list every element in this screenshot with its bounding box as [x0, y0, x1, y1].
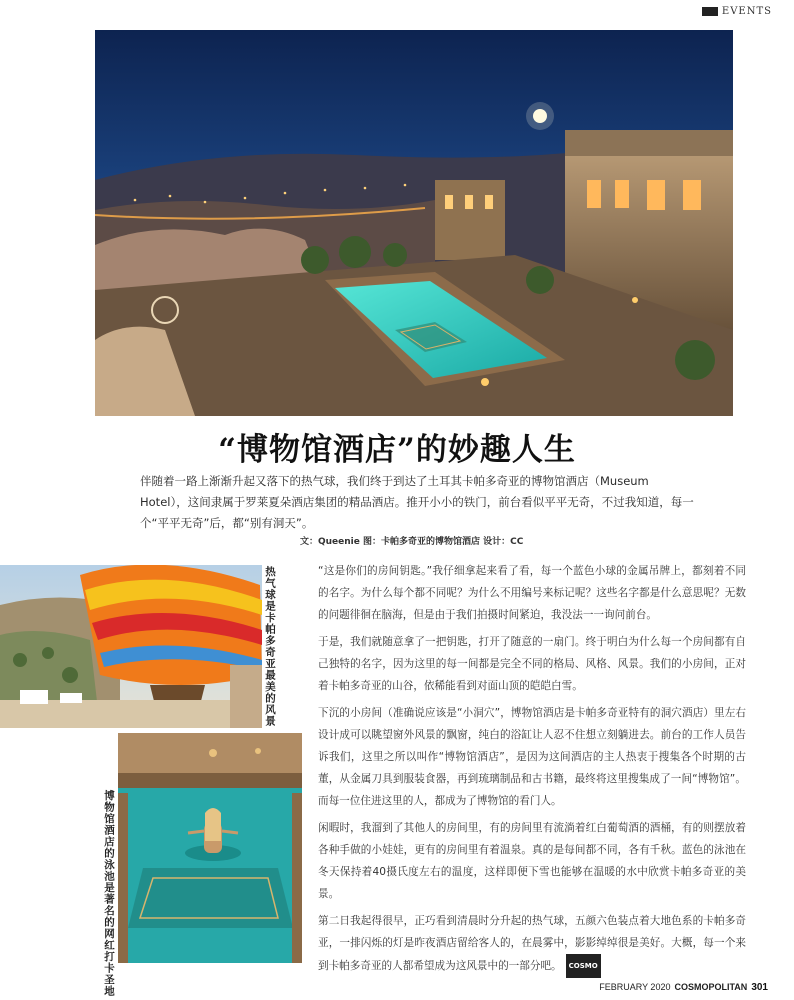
hero-photo-hotel-night: [95, 30, 733, 416]
footer-issue: FEBRUARY 2020: [599, 982, 671, 992]
article-body: [318, 560, 746, 983]
section-label: EVENTS: [721, 6, 772, 17]
footer-magazine: COSMOPOLITAN: [674, 982, 748, 992]
section-header: [702, 6, 772, 17]
caption-balloon: 热气球是卡帕多奇亚最美的风景: [264, 566, 276, 727]
photo-pool-woman: [118, 733, 302, 963]
article-credits: 文：Queenie 图：卡帕多奇亚的博物馆酒店 设计：CC: [300, 537, 524, 547]
page-footer: [599, 982, 768, 993]
caption-pool: 博物馆酒店的泳池是著名的网红打卡圣地: [103, 790, 115, 997]
article-lead: 伴随着一路上渐渐升起又落下的热气球，我们终于到达了土耳其卡帕多奇亚的博物馆酒店（Museum Hotel），这间隶属于罗莱夏朵酒店集团的精品酒店。推开小小的铁门，前台看似平平无奇，不过我知道，每一个“平平无奇”后，都“别有洞天”。: [140, 474, 694, 530]
section-marker: [702, 7, 718, 16]
body-paragraph: 下沉的小房间（准确说应该是“小洞穴”，博物馆酒店是卡帕多奇亚特有的洞穴酒店）里左右设计成可以眺望窗外风景的飘窗，纯白的浴缸让人忍不住想立刻躺进去。前台的工作人员告诉我们，这里之所以叫作“博物馆酒店”，是因为这间酒店的主人热衷于搜集各个时期的古董，从金属刀具到服装食器，再到琉璃制品和古书籍，最终将这里搜集成了一间“博物馆”。而每一位住进这里的人，都成为了博物馆的看门人。: [318, 707, 746, 807]
body-paragraph: 闲暇时，我溜到了其他人的房间里，有的房间里有流淌着红白葡萄酒的酒桶，有的则摆放着各种手做的小娃娃，更有的房间里有着温泉。真的是每间都不同，各有千秋。蓝色的泳池在冬天保持着40摄氏度左右的温度，这样即便下雪也能够在温暖的水中欣赏卡帕多奇亚的美景。: [318, 822, 746, 900]
end-mark: COSMO: [566, 954, 601, 978]
body-paragraph: 于是，我们就随意拿了一把钥匙，打开了随意的一扇门。终于明白为什么每一个房间都有自己独特的名字，因为这里的每一间都是完全不同的格局、风格、风景。我们的小房间，正对着卡帕多奇亚的山谷，依稀能看到对面山顶的皑皑白雪。: [318, 636, 746, 692]
article-title: “博物馆酒店”的妙趣人生: [218, 432, 576, 468]
body-paragraph-text: 第二日我起得很早，正巧看到清晨时分升起的热气球，五颜六色装点着大地色系的卡帕多奇亚，一排闪烁的灯是昨夜酒店留给客人的，在晨雾中，影影绰绰很是美好。大概，每一个来到卡帕多奇亚的人都希望成为这风景中的一部分吧。: [318, 915, 746, 972]
page-number: 301: [751, 982, 768, 993]
body-paragraph: “这是你们的房间钥匙。”我仔细拿起来看了看，每一个蓝色小球的金属吊牌上，都刻着不同的名字。为什么每个都不同呢？为什么不用编号来标记呢？这些名字都是什么意思呢？无数的问题徘徊在脑海，但是由于我们拍摄时间紧迫，我没法一一询问前台。: [318, 565, 746, 621]
body-paragraph-last: [318, 910, 746, 978]
photo-hot-air-balloon: [0, 565, 262, 728]
